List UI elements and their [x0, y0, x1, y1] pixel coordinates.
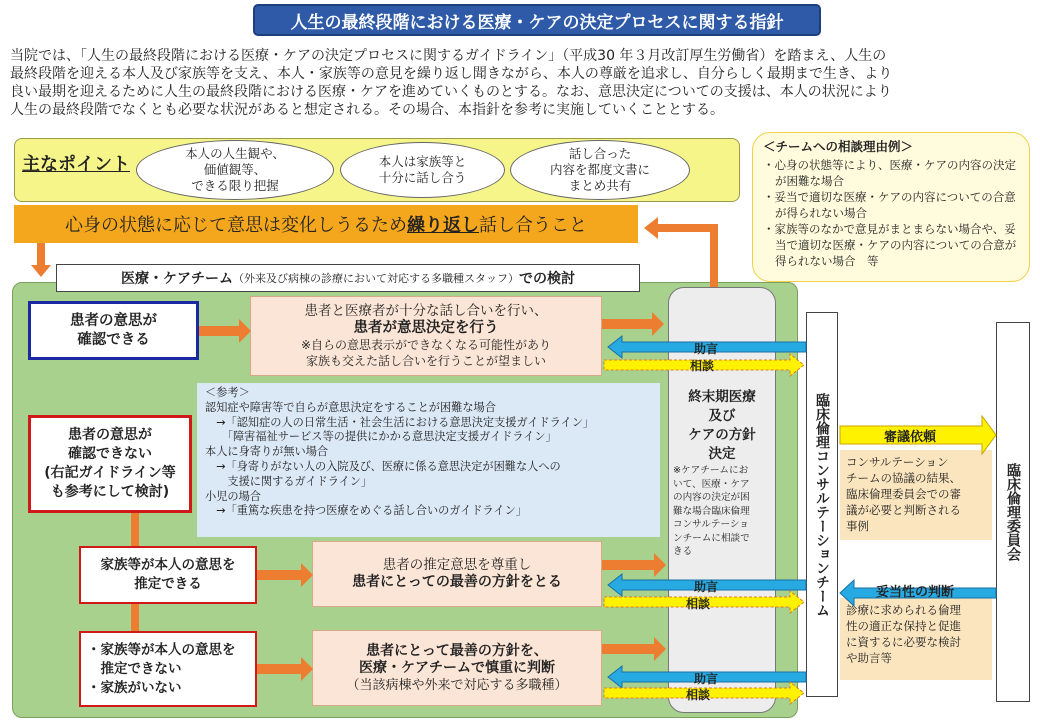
case4-line1: 患者にとって最善の方針を、 [366, 642, 548, 659]
case1-line2: 患者が意思決定を行う [353, 320, 499, 336]
ethics-committee: 臨床倫理委員会 [996, 322, 1030, 702]
team-label-suffix: での検討 [519, 271, 575, 287]
ethics-consultation-team: 臨床倫理コンサルテーションチーム [806, 312, 838, 697]
consult-reason-2: ・妥当で適切な医療・ケアの内容についての合意が得られない場合 [763, 190, 1016, 220]
case2-condition: 患者の意思が 確認できない (右記ガイドライン等 も参考にして検討) [28, 415, 192, 513]
point-oval-2: 本人は家族等と 十分に話し合う [340, 142, 505, 198]
consult-reason-3: ・家族等のなかで意見がまとまらない場合や、妥当で適切な医療・ケアの内容についての合意が得られない場合 等 [763, 222, 1017, 268]
reference-box: ＜参考＞ 認知症や障害等で自らが意思決定をすることが困難な場合 →「認知症の人の日常生活・社会生活における意思決定支援ガイドライン」 「障害福祉サービス等の提供にかかる意思決定支援ガイドライン」 本人に身寄りが無い場合 →「身寄りがない人の入院及び、医療に係る意思決定が困難な人への 支援に関するガイドライン」 小児の場合 →「重篤な疾患を持つ医療をめぐる話し合いのガイドライン」 [197, 383, 660, 537]
point-oval-3: 話し合った 内容を都度文書に まとめ共有 [510, 140, 690, 200]
arrow-down-left [31, 243, 51, 277]
repeat-post: 話し合うこと [479, 215, 587, 236]
connector-2-3 [131, 513, 139, 546]
validity-text: 診療に求められる倫理 性の適正な保持と促進 に資するに必要な検討 や助言等 [840, 598, 992, 680]
case1-note: ※自らの意思表示ができなくなる可能性があり 家族も交えた話し合いを行うことが望ましい [300, 338, 552, 368]
point-oval-1: 本人の人生観や、 価値観等、 できる限り把握 [136, 140, 334, 200]
page-title: 人生の最終段階における医療・ケアの決定プロセスに関する指針 [253, 4, 821, 36]
request-text: コンサルテーション チームの協議の結果、 臨床倫理委員会での審 議が必要と判断される 事例 [840, 450, 992, 540]
consult-label-3: 相談 [686, 688, 711, 702]
consult-label-2: 相談 [686, 597, 711, 611]
case4-condition: ・家族等が本人の意思を 推定できない ・家族がいない [79, 631, 257, 707]
advice-label-3: 助言 [694, 672, 719, 686]
request-label: 審議依頼 [884, 430, 937, 445]
arrow-case3-final [602, 553, 666, 577]
arrow-case1 [199, 319, 251, 343]
case4-line2: 医療・ケアチームで慎重に判断 [359, 659, 555, 676]
arrow-case1-final [602, 312, 664, 336]
case3-line2: 患者にとっての最善の方針をとる [352, 574, 562, 590]
case1-condition: 患者の意思が 確認できる [28, 301, 199, 360]
arrow-case3 [257, 563, 313, 587]
connector-3-4 [131, 604, 139, 631]
advice-label-2: 助言 [694, 580, 719, 594]
advice-label-1: 助言 [694, 342, 719, 356]
case3-condition: 家族等が本人の意思を 推定できる [79, 546, 257, 604]
consult-reason-1: ・心身の状態等により、医療・ケアの内容の決定が困難な場合 [763, 158, 1016, 188]
arrow-case4 [257, 657, 313, 681]
consult-label-1: 相談 [690, 359, 715, 373]
final-decision-note: ※ケアチームにお いて、医療・ケア の内容の決定が困 難な場合臨床倫理 コンサルテーショ ンチームに相談で きる [673, 465, 750, 557]
repeat-bold: 繰り返し [407, 215, 479, 236]
team-label-main: 医療・ケアチーム [121, 271, 233, 287]
case3-line1: 患者の推定意思を尊重し [382, 557, 532, 573]
case4-line3: （当該病棟や外来で対応する多職種） [346, 677, 568, 693]
case1-line1: 患者と医療者が十分な話し合いを行い、 [304, 303, 548, 319]
consult-reasons-title: ＜チームへの相談理由例＞ [763, 139, 914, 154]
final-decision-title: 終末期医療 及び ケアの方針 決定 [688, 389, 756, 462]
validity-label: 妥当性の判断 [876, 585, 955, 600]
arrow-loop-back [644, 217, 718, 287]
main-points-label: 主なポイント [22, 154, 130, 175]
repeat-pre: 心身の状態に応じて意思は変化しうるため [65, 215, 407, 236]
team-label-sub: （外来及び病棟の診療において対応する多職種スタッフ） [233, 272, 519, 285]
arrow-case4-final [602, 637, 666, 661]
intro-text: 当院では、「人生の最終段階における医療・ケアの決定プロセスに関するガイドライン」（平成30 年３月改訂厚生労働省）を踏まえ、人生の 最終段階を迎える本人及び家族等を支え、本人・家族等の意見を繰り返し聞きながら、本人の尊厳を追求し、自分らしく最期まで生き、より 良い最期を迎えるために人生の最終段階における医療・ケアを進めていくものとする。なお、意思決定についての支援は、本人の状況により 人生の最終段階でなくとも必要な状況があると想定される。その場合、本指針を参考に実施していくこととする。 [10, 48, 893, 118]
